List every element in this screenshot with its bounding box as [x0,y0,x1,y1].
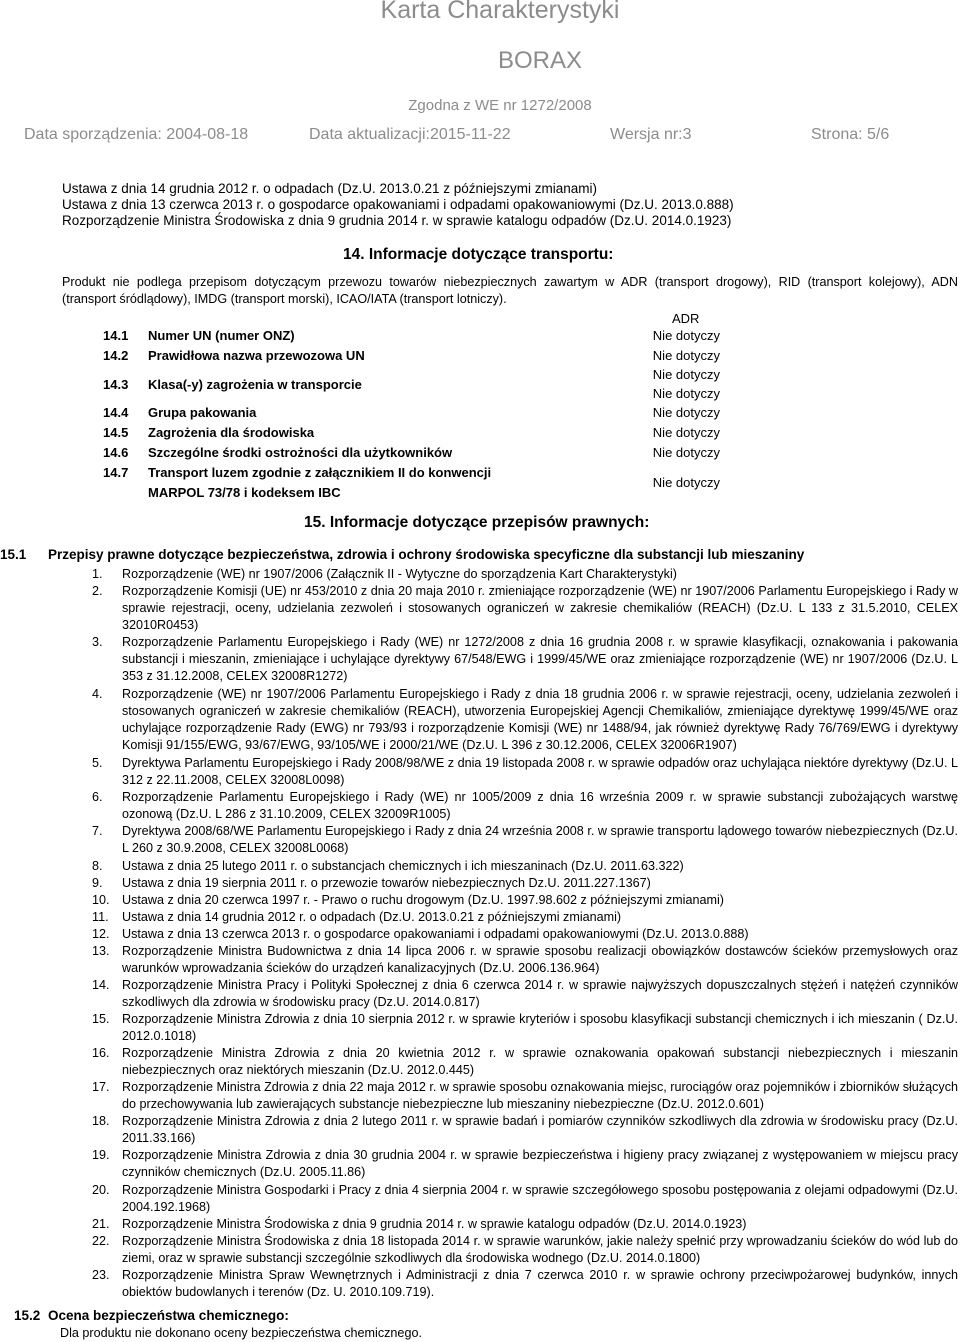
legislation-item-text: Rozporządzenie Ministra Środowiska z dnia 18 listopada 2014 r. w sprawie warunków, jakie należy spełnić przy wprowadzaniu ścieków do wód lub do ziemi, oraz w sprawie substancji szczególnie szkodliwych dla środowiska wodnego (Dz.U. 2014.0.1800) [122,1234,958,1265]
row-label: Klasa(-y) zagrożenia w transporcie [148,377,362,392]
legislation-item-number: 23. [92,1268,110,1282]
legislation-item-number: 7. [92,824,103,838]
legislation-item-number: 2. [92,584,103,598]
version-label: Wersja nr:3 [610,126,692,143]
row-value: Nie dotyczy [652,367,720,382]
row-label: MARPOL 73/78 i kodeksem IBC [148,485,341,500]
section-14-paragraph-line: (transport śródlądowy), IMDG (transport morski), ICAO/IATA (transport lotniczy). [62,292,507,306]
legislation-item-text: Ustawa z dnia 20 czerwca 1997 r. - Prawo o ruchu drogowym (Dz.U. 1997.98.602 z późniejszymi zmianami) [122,893,724,907]
legislation-item-text: Rozporządzenie Ministra Zdrowia z dnia 10 sierpnia 2012 r. w sprawie kryteriów i sposobu klasyfikacji substancji chemicznych i ich mieszanin ( Dz.U. 2012.0.1018) [122,1012,958,1043]
legislation-item-number: 11. [92,910,109,924]
created-date: Data sporządzenia: 2004-08-18 [24,126,249,143]
legislation-item-number: 16. [92,1046,110,1060]
row-label: Transport luzem zgodnie z załącznikiem II do konwencji [148,465,492,480]
row-number: 14.4 [103,405,129,420]
legislation-item-number: 8. [92,859,103,873]
transport-row [103,425,723,445]
document-title: Karta Charakterystyki [380,0,620,24]
legislation-item-text: Rozporządzenie Ministra Spraw Wewnętrznych i Administracji z dnia 7 czerwca 2010 r. w sprawie ochrony przeciwpożarowej budynków, innych obiektów budowlanych i terenów (Dz. U. 2010.109.719). [122,1268,958,1299]
legislation-item-text: Rozporządzenie Ministra Zdrowia z dnia 2 lutego 2011 r. w sprawie badań i pomiarów czynników szkodliwych dla zdrowia w środowisku pracy (Dz.U. 2011.33.166) [122,1114,958,1145]
legislation-item-text: Rozporządzenie Ministra Gospodarki i Pracy z dnia 4 sierpnia 2004 r. w sprawie szczegółowego sposobu postępowania z olejami odpadowymi (Dz.U. 2004.192.1968) [122,1183,958,1214]
section-14-heading: 14. Informacje dotyczące transportu: [343,246,614,263]
transport-row [103,328,723,348]
row-number: 14.5 [103,425,129,440]
regulation-note: Zgodna z WE nr 1272/2008 [408,97,592,114]
page-number: Strona: 5/6 [811,126,890,143]
row-number: 14.2 [103,348,129,363]
legislation-item-text: Rozporządzenie (WE) nr 1907/2006 Parlamentu Europejskiego i Rady z dnia 18 grudnia 2006 r. w sprawie rejestracji, oceny, udzielania zezwoleń i stosowanych ograniczeń w zakresie chemikaliów (REACH), utworzenia Europejskiej Agencji Chemikaliów, zmieniające dyrektywę 1999/45/WE oraz uchylające rozporządzenie Rady (EWG) nr 793/93 i rozporządzenie Komisji (WE) nr 1488/94, jak również dyrektywę Rady 76/769/EWG i dyrektywy Komisji 91/155/EWG, 93/67/EWG, 93/105/WE i 2000/21/WE (Dz.U. L 396 z 30.12.2006, CELEX 32006R1907) [122,687,958,752]
row-value: Nie dotyczy [652,348,720,363]
row-label: Grupa pakowania [148,405,257,420]
legislation-item-text: Rozporządzenie Komisji (UE) nr 453/2010 z dnia 20 maja 2010 r. zmieniające rozporządzenie (WE) nr 1907/2006 Parlamentu Europejskiego i Rady w sprawie rejestracji, oceny, udzielania zezwoleń i stosowanych ograniczeń w zakresie chemikaliów (REACH) (Dz.U. L 133 z 31.5.2010, CELEX 32010R0453) [122,584,958,632]
row-value: Nie dotyczy [652,475,720,490]
intro-line: Ustawa z dnia 14 grudnia 2012 r. o odpadach (Dz.U. 2013.0.21 z późniejszymi zmianami) [62,181,598,196]
adr-column-header: ADR [672,311,700,326]
row-value: Nie dotyczy [652,445,720,460]
legislation-item-text: Ustawa z dnia 14 grudnia 2012 r. o odpadach (Dz.U. 2013.0.21 z późniejszymi zmianami) [122,910,622,924]
legislation-item-number: 19. [92,1148,110,1162]
row-value: Nie dotyczy [652,386,720,401]
legislation-item-text: Rozporządzenie Parlamentu Europejskiego i Rady (WE) nr 1272/2008 z dnia 16 grudnia 2008 r. w sprawie klasyfikacji, oznakowania i pakowania substancji i mieszanin, zmieniające i uchylające dyrektywy 67/548/EWG i 1999/45/WE oraz zmieniające rozporządzenie (WE) nr 1907/2006 (Dz.U. L 353 z 31.12.2008, CELEX 32008R1272) [122,635,958,683]
legislation-item-number: 5. [92,756,103,770]
transport-row [103,445,723,465]
transport-row [103,348,723,368]
legislation-item-number: 10. [92,893,110,907]
intro-line: Rozporządzenie Ministra Środowiska z dnia 9 grudnia 2014 r. w sprawie katalogu odpadów (Dz.U. 2014.0.1923) [62,213,732,228]
transport-row [103,465,723,505]
legislation-item-number: 4. [92,687,103,701]
row-label: Szczególne środki ostrożności dla użytkowników [148,445,453,460]
transport-row [103,405,723,425]
legislation-item-text: Rozporządzenie Ministra Zdrowia z dnia 22 maja 2012 r. w sprawie sposobu oznakowania miejsc, rurociągów oraz pojemników i zbiorników służących do przechowywania lub zawierających substancje niebezpieczne lub mieszaniny niebezpieczne (Dz.U. 2012.0.601) [122,1080,958,1111]
legislation-item-text: Ustawa z dnia 25 lutego 2011 r. o substancjach chemicznych i ich mieszaninach (Dz.U. 2011.63.322) [122,859,684,873]
subsection-15-2-title: Ocena bezpieczeństwa chemicznego: [48,1308,289,1323]
legislation-item-text: Rozporządzenie Ministra Zdrowia z dnia 20 kwietnia 2012 r. w sprawie oznakowania opakowań substancji niebezpiecznych i mieszanin niebezpiecznych oraz niektórych mieszanin (Dz.U. 2012.0.445) [122,1046,958,1077]
legislation-item-text: Rozporządzenie Ministra Pracy i Polityki Społecznej z dnia 6 czerwca 2014 r. w sprawie najwyższych dopuszczalnych stężeń i natężeń czynników szkodliwych dla zdrowia w środowisku pracy (Dz.U. 2014.0.817) [122,978,958,1009]
subsection-15-2-text: Dla produktu nie dokonano oceny bezpieczeństwa chemicznego. [60,1326,422,1340]
legislation-item-number: 22. [92,1234,110,1248]
section-15-heading: 15. Informacje dotyczące przepisów prawnych: [304,514,650,531]
row-label: Prawidłowa nazwa przewozowa UN [148,348,365,363]
row-value: Nie dotyczy [652,425,720,440]
legislation-item-text: Rozporządzenie Ministra Budownictwa z dnia 14 lipca 2006 r. w sprawie sposobu realizacji obowiązków dostawców ścieków przemysłowych oraz warunków wprowadzania ścieków do urządzeń kanalizacyjnych (Dz.U. 2006.136.964) [122,944,958,975]
legislation-item-text: Rozporządzenie Ministra Środowiska z dnia 9 grudnia 2014 r. w sprawie katalogu odpadów (Dz.U. 2014.0.1923) [122,1217,747,1231]
legislation-item-number: 1. [92,567,103,581]
legislation-item-text: Dyrektywa 2008/68/WE Parlamentu Europejskiego i Rady z dnia 24 września 2008 r. w sprawie transportu lądowego towarów niebezpiecznych (Dz.U. L 260 z 30.9.2008, CELEX 32008L0068) [122,824,958,855]
legislation-item-number: 14. [92,978,110,992]
legislation-item-number: 12. [92,927,110,941]
row-value: Nie dotyczy [652,328,720,343]
legislation-item-text: Rozporządzenie (WE) nr 1907/2006 (Załącznik II - Wytyczne do sporządzenia Kart Charakterystyki) [122,567,677,581]
transport-row [103,367,723,405]
legislation-item-number: 17. [92,1080,110,1094]
legislation-item-text: Rozporządzenie Ministra Zdrowia z dnia 30 grudnia 2004 r. w sprawie bezpieczeństwa i higieny pracy związanej z występowaniem w miejscu pracy czynników chemicznych (Dz.U. 2005.11.86) [122,1148,958,1179]
row-number: 14.7 [103,465,129,480]
subsection-15-2-number: 15.2 [14,1308,41,1323]
legislation-item-number: 13. [92,944,110,958]
subsection-15-1-number: 15.1 [0,547,27,562]
row-label: Numer UN (numer ONZ) [148,328,295,343]
legislation-item-text: Rozporządzenie Parlamentu Europejskiego i Rady (WE) nr 1005/2009 z dnia 16 września 2009 r. w sprawie substancji zubożających warstwę ozonową (Dz.U. L 286 z 31.10.2009, CELEX 32009R1005) [122,790,958,821]
legislation-item-number: 9. [92,876,103,890]
legislation-item-text: Dyrektywa Parlamentu Europejskiego i Rady 2008/98/WE z dnia 19 listopada 2008 r. w sprawie odpadów oraz uchylająca niektóre dyrektywy (Dz.U. L 312 z 22.11.2008, CELEX 32008L0098) [122,756,958,787]
legislation-item-text: Ustawa z dnia 19 sierpnia 2011 r. o przewozie towarów niebezpiecznych Dz.U. 2011.227.1367) [122,876,651,890]
row-number: 14.6 [103,445,129,460]
legislation-item-number: 21. [92,1217,110,1231]
updated-date: Data aktualizacji:2015-11-22 [309,126,511,143]
row-label: Zagrożenia dla środowiska [148,425,315,440]
product-name: BORAX [497,47,583,74]
row-number: 14.3 [103,377,129,392]
legislation-item-number: 6. [92,790,103,804]
intro-line: Ustawa z dnia 13 czerwca 2013 r. o gospodarce opakowaniami i odpadami opakowaniowymi (Dz.U. 2013.0.888) [62,197,734,212]
legislation-item-number: 18. [92,1114,110,1128]
legislation-item-number: 15. [92,1012,110,1026]
row-number: 14.1 [103,328,129,343]
section-14-paragraph-line: Produkt nie podlega przepisom dotyczącym przewozu towarów niebezpiecznych zawartym w ADR (transport drogowy), RID (transport kolejowy), ADN [62,275,958,289]
subsection-15-1-title: Przepisy prawne dotyczące bezpieczeństwa, zdrowia i ochrony środowiska specyficzne dla substancji lub mieszaniny [48,547,805,562]
legislation-item-text: Ustawa z dnia 13 czerwca 2013 r. o gospodarce opakowaniami i odpadami opakowaniowymi (Dz.U. 2013.0.888) [122,927,749,941]
row-value: Nie dotyczy [652,405,720,420]
legislation-item-number: 20. [92,1183,110,1197]
legislation-item-number: 3. [92,635,103,649]
